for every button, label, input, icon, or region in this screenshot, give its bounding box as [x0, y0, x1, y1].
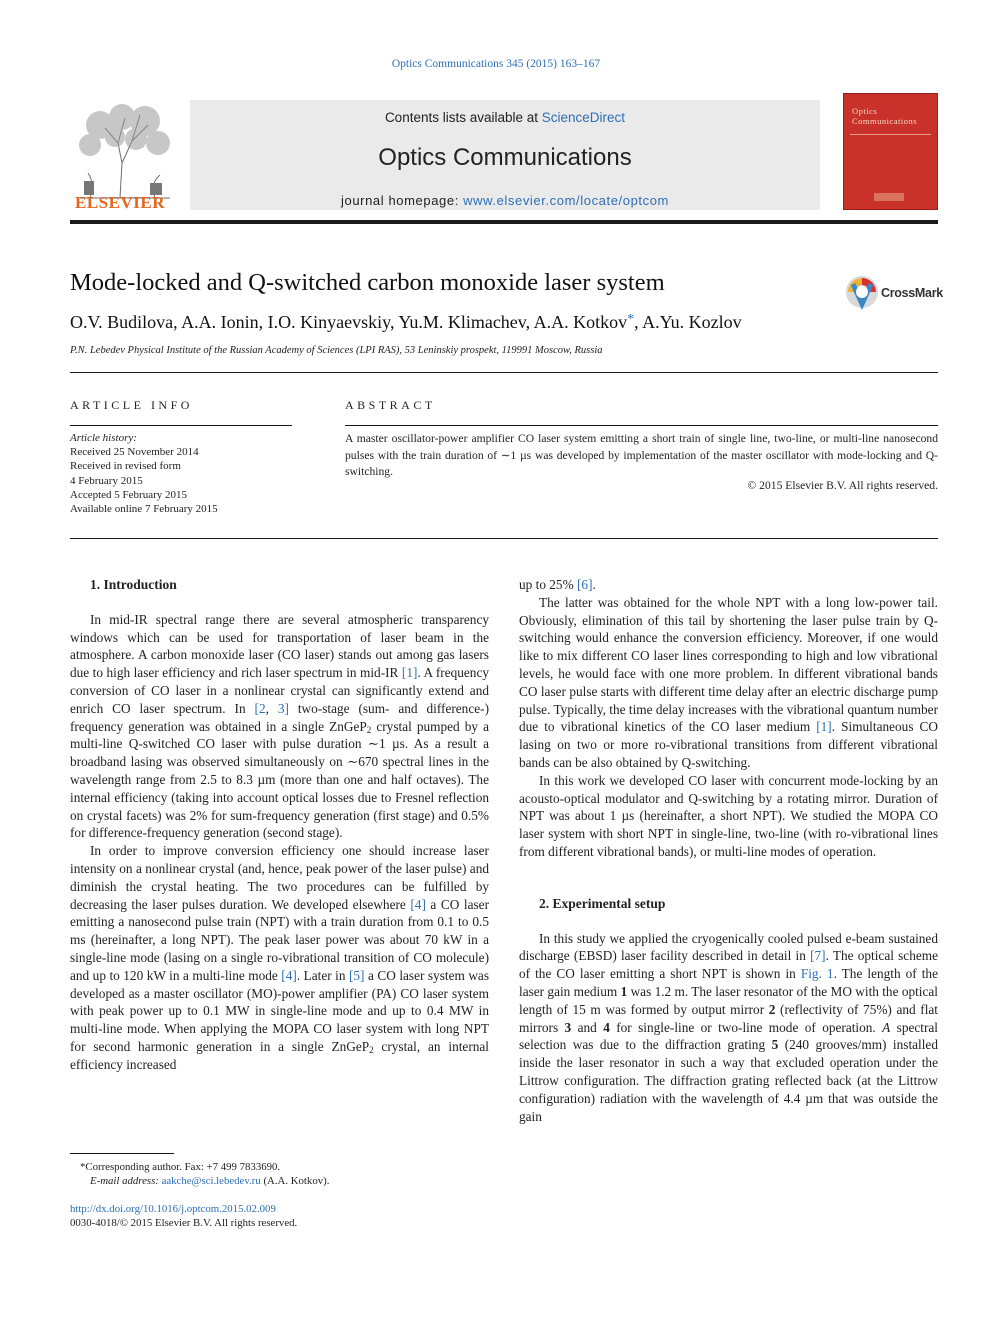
paragraph: In order to improve conversion efficiency one should increase laser intensity on a nonlinear crystal (and, hence, peak power of the laser pulse) and diminish the crystal heating. The two procedures can be fulfilled by decreasing the laser pulses duration. We developed elsewhere [4] a CO laser emitting a nanosecond pulse train (NPT) with a train duration from 0.1 to 0.5 ms (hereinafter, a long NPT). The peak laser power was about 70 kW in a single-line mode (lasing on a single ro-vibrational transition of CO molecule) and up to 120 kW in a multi-line mode [4]. Later in [5] a CO laser system was developed as a master oscillator (MO)-power amplifier (PA) CO laser system with peak power up to 0.1 MW in single-line mode and up to 0.4 MW in multi-line mode. When applying the MOPA CO laser system with long NPT for second harmonic generation in a single ZnGeP$_2$ crystal, an internal efficiency increased: [70, 843, 489, 1072]
cover-publisher-mark: [874, 193, 904, 201]
citation-link[interactable]: [4]: [410, 896, 426, 912]
authors-before: O.V. Budilova, A.A. Ionin, I.O. Kinyaevskiy, Yu.M. Klimachev, A.A. Kotkov: [70, 312, 628, 332]
citation-link[interactable]: [2: [254, 700, 266, 716]
journal-header: [70, 91, 938, 221]
article-history: [70, 431, 218, 516]
cover-title: Optics Communications: [852, 106, 918, 126]
contents-prefix: Contents lists available at: [384, 110, 542, 125]
homepage-line: [190, 193, 820, 208]
abstract-rule: [345, 425, 938, 426]
abstract-copyright: © 2015 Elsevier B.V. All rights reserved.: [747, 479, 938, 492]
header-rule: [70, 220, 938, 224]
abstract-text: A master oscillator-power amplifier CO laser system emitting a short train of single line, two-line, or multi-line nanosecond pulses with the train duration of ∼1 µs was developed by implementation of the master oscillator with mode-locking and Q-switching.: [345, 432, 938, 478]
journal-cover-image[interactable]: [843, 93, 938, 210]
email-footnote: [90, 1175, 329, 1187]
cover-divider: [850, 134, 931, 135]
citation-link[interactable]: 3]: [277, 700, 289, 716]
history-item: Accepted 5 February 2015: [70, 488, 187, 501]
abstract-label: ABSTRACT: [345, 398, 436, 412]
citation-link[interactable]: [4]: [281, 967, 297, 983]
homepage-link[interactable]: www.elsevier.com/locate/optcom: [463, 193, 669, 208]
doi-link[interactable]: http://dx.doi.org/10.1016/j.optcom.2015.02.009: [70, 1203, 276, 1215]
body-column-left: [70, 576, 489, 1074]
citation-link[interactable]: [7]: [810, 948, 826, 964]
email-suffix: (A.A. Kotkov).: [260, 1175, 330, 1187]
history-item: Received 25 November 2014: [70, 446, 199, 459]
figure-link[interactable]: Fig. 1: [800, 966, 834, 982]
footnote-rule: [70, 1153, 174, 1154]
affiliation: P.N. Lebedev Physical Institute of the Russian Academy of Sciences (LPI RAS), 53 Leninskiy prospekt, 119991 Moscow, Russia: [70, 345, 603, 356]
contents-line: [190, 110, 820, 125]
citation-link[interactable]: [1]: [401, 665, 418, 681]
citation-link[interactable]: [1]: [816, 719, 832, 735]
journal-citation[interactable]: Optics Communications 345 (2015) 163–167: [391, 58, 601, 70]
article-title: Mode-locked and Q-switched carbon monoxide laser system: [70, 269, 665, 296]
crossmark-badge[interactable]: [845, 274, 945, 312]
journal-title: Optics Communications: [378, 144, 632, 171]
history-item: Available online 7 February 2015: [70, 503, 218, 516]
issn-line: 0030-4018/© 2015 Elsevier B.V. All rights reserved.: [70, 1217, 298, 1229]
article-info-label: ARTICLE INFO: [70, 398, 193, 412]
history-item: Received in revised form: [70, 460, 181, 473]
paragraph: up to 25% [6].: [519, 577, 596, 592]
email-link[interactable]: aakche@sci.lebedev.ru: [161, 1175, 261, 1187]
paragraph: The latter was obtained for the whole NPT with a long low-power tail. Obviously, elimination of this tail by shortening the laser pulse train by Q-switching would enhance the conversion efficiency. Moreover, if one would like to mix different CO laser lines corresponding to high and low vibrational levels, he would face with one more problem. In different vibrational bands CO laser pulse starts with different time delay after an electric discharge pump pulse. Typically, the time delay increases with the vibrational quantum number due to vibrational kinetics of the CO laser medium [1]. Simultaneous CO lasing on two or more ro-vibrational transitions from different vibrational bands can be also obtained by Q-switching.: [519, 594, 938, 770]
paragraph: In mid-IR spectral range there are several atmospheric transparency windows which can be used for transportation of laser beam in the atmosphere. A carbon monoxide laser (CO laser) stands out among gas lasers due to high laser efficiency and rich laser spectrum in mid-IR [1]. A frequency conversion of CO laser in a nonlinear crystal can significantly extend and enrich CO laser spectrum. In [2, 3] two-stage (sum- and difference-) frequency generation was obtained in a single ZnGeP$_2$ crystal pumped by a multi-line Q-switched CO laser with pulse duration ∼1 µs. As a result a broadband lasing was observed simultaneously on ∼670 spectral lines in the wavelength range from 2.5 to 8.3 µm (more than one and half octaves). The internal efficiency (taking into account optical losses due to Fresnel reflection on crystal facets) was 2% for sum-frequency generation (first stage) and 0.5% for difference-frequency generation (second stage).: [70, 611, 489, 841]
history-item: 4 February 2015: [70, 474, 143, 487]
history-heading: Article history:: [70, 432, 137, 444]
journal-info-band: [190, 100, 820, 210]
crossmark-icon: [845, 274, 879, 310]
authors-after: , A.Yu. Kozlov: [634, 312, 742, 332]
abstract-bottom-rule: [70, 538, 938, 539]
citation-link[interactable]: [5]: [348, 967, 365, 983]
paragraph: In this work we developed CO laser with concurrent mode-locking by an acousto-optical modulator and Q-switching by a rotating mirror. Duration of NPT was about 1 µs (hereinafter, a short NPT). We studied the MOPA CO laser system with short NPT in single-line, two-line (with ro-vibrational lines from different vibrational bands), or multi-line modes of operation.: [519, 772, 938, 859]
homepage-prefix: journal homepage:: [341, 193, 464, 208]
citation-link[interactable]: [6]: [577, 577, 593, 592]
elsevier-wordmark: ELSEVIER: [75, 193, 165, 212]
article-info-rule: [70, 425, 292, 426]
author-list: [70, 312, 742, 333]
body-column-right: [519, 576, 938, 1125]
paragraph: In this study we applied the cryogenically cooled pulsed e-beam sustained discharge (EBSD) laser facility described in detail in [7]. The optical scheme of the CO laser emitting a short NPT is shown in Fig. 1. The length of the laser gain medium 1 was 1.2 m. The laser resonator of the MO with the optical length of 15 m was formed by output mirror 2 (reflectivity of 75%) and flat mirrors 3 and 4 for single-line or two-line mode of operation. A spectral selection was due to the diffraction grating 5 (240 grooves/mm) installed inside the laser resonator in such a way that excluded operation under the Littrow configuration. The diffraction grating reflected back (at the Littrow configuration) radiation with the wavelength of 4.4 µm that was outside the gain: [519, 930, 939, 1124]
title-block-rule: [70, 372, 938, 373]
crossmark-label: CrossMark: [881, 286, 943, 300]
section-heading-experimental-setup: 2. Experimental setup: [539, 895, 666, 911]
corresponding-author-marker[interactable]: *: [627, 312, 635, 327]
email-label: E-mail address:: [90, 1175, 162, 1187]
section-heading-introduction: 1. Introduction: [90, 577, 177, 592]
corresponding-author-footnote: *Corresponding author. Fax: +7 499 7833690.: [80, 1161, 281, 1173]
sciencedirect-link[interactable]: ScienceDirect: [541, 110, 626, 125]
